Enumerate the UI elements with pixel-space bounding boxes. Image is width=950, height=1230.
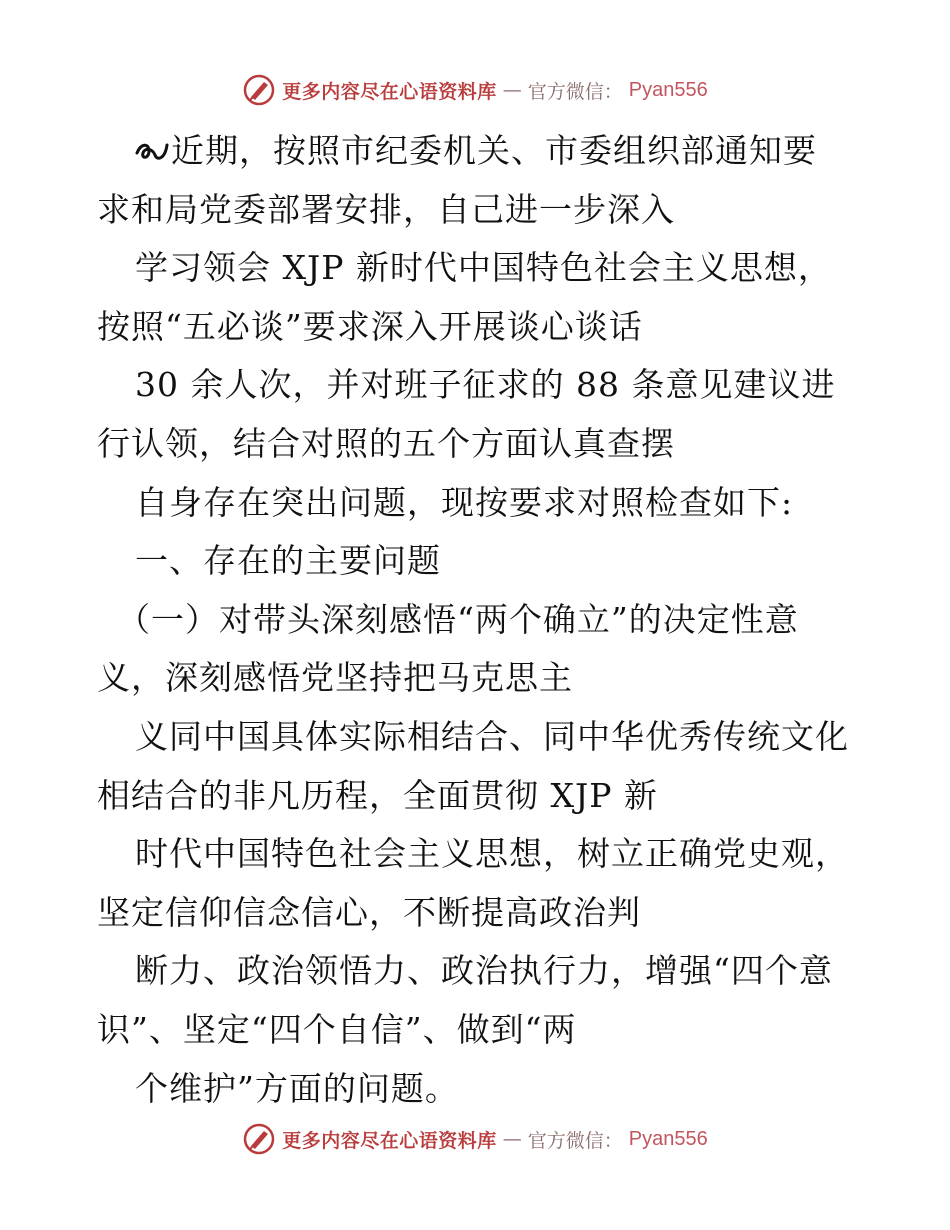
banner-separator: — bbox=[502, 1128, 522, 1150]
body-line-text: 时代中国特色社会主义思想，树立正确党史观， bbox=[135, 834, 849, 874]
body-line bbox=[97, 532, 877, 591]
document-body bbox=[97, 122, 877, 1118]
banner-label: 官方微信： bbox=[527, 80, 623, 103]
body-line-text: 自身存在突出问题，现按要求对照检查如下: bbox=[135, 482, 794, 522]
pen-seal-logo-icon bbox=[242, 73, 276, 107]
banner-separator: — bbox=[502, 79, 522, 101]
body-line bbox=[97, 708, 877, 767]
body-line-text: 30 余人次，并对班子征求的 88 条意见建议进 bbox=[135, 365, 836, 405]
body-line-text: 识”、坚定“四个自信”、做到“两 bbox=[97, 1009, 577, 1049]
pen-seal-logo-icon bbox=[242, 1122, 276, 1156]
body-line bbox=[97, 591, 877, 650]
body-line-text: 断力、政治领悟力、政治执行力，增强“四个意 bbox=[135, 951, 833, 991]
banner-main-text: 更多内容尽在心语资料库 bbox=[282, 80, 497, 103]
banner-wechat-id: Pyan556 bbox=[628, 78, 708, 101]
body-line bbox=[97, 767, 877, 826]
body-line-text: 坚定信仰信念信心，不断提高政治判 bbox=[97, 892, 641, 932]
body-line-text: 求和局党委部署安排，自己进一步深入 bbox=[97, 189, 675, 229]
body-line bbox=[97, 474, 877, 533]
body-line-text: 行认领，结合对照的五个方面认真查摆 bbox=[97, 423, 675, 463]
body-line bbox=[97, 884, 877, 943]
body-line bbox=[97, 122, 877, 181]
body-line-text: 按照“五必谈”要求深入开展谈心谈话 bbox=[97, 306, 643, 346]
body-line bbox=[97, 649, 877, 708]
body-line-text: 相结合的非凡历程，全面贯彻 XJP 新 bbox=[97, 775, 658, 815]
body-line bbox=[97, 181, 877, 240]
body-line bbox=[97, 942, 877, 1001]
body-line bbox=[97, 825, 877, 884]
body-line-text: 义同中国具体实际相结合、同中华优秀传统文化 bbox=[135, 716, 849, 756]
banner-label: 官方微信： bbox=[527, 1129, 623, 1152]
body-line-text: 学习领会 XJP 新时代中国特色社会主义思想， bbox=[135, 248, 832, 288]
body-line bbox=[97, 1060, 877, 1119]
banner-wechat-id: Pyan556 bbox=[628, 1127, 708, 1150]
banner-main-text: 更多内容尽在心语资料库 bbox=[282, 1129, 497, 1152]
body-line bbox=[97, 356, 877, 415]
header-banner bbox=[0, 70, 950, 110]
body-line-text: 个维护”方面的问题。 bbox=[135, 1068, 459, 1108]
body-line bbox=[97, 415, 877, 474]
body-line bbox=[97, 298, 877, 357]
flourish-icon bbox=[135, 139, 169, 165]
body-line-text: （一）对带头深刻感悟“两个确立”的决定性意 bbox=[117, 599, 799, 639]
body-line-text: 一、存在的主要问题 bbox=[135, 541, 441, 581]
body-line bbox=[97, 1001, 877, 1060]
body-line bbox=[97, 239, 877, 298]
body-line-text: 近期，按照市纪委机关、市委组织部通知要 bbox=[171, 131, 817, 170]
body-line-text: 义，深刻感悟党坚持把马克思主 bbox=[97, 658, 573, 698]
footer-banner bbox=[0, 1119, 950, 1159]
